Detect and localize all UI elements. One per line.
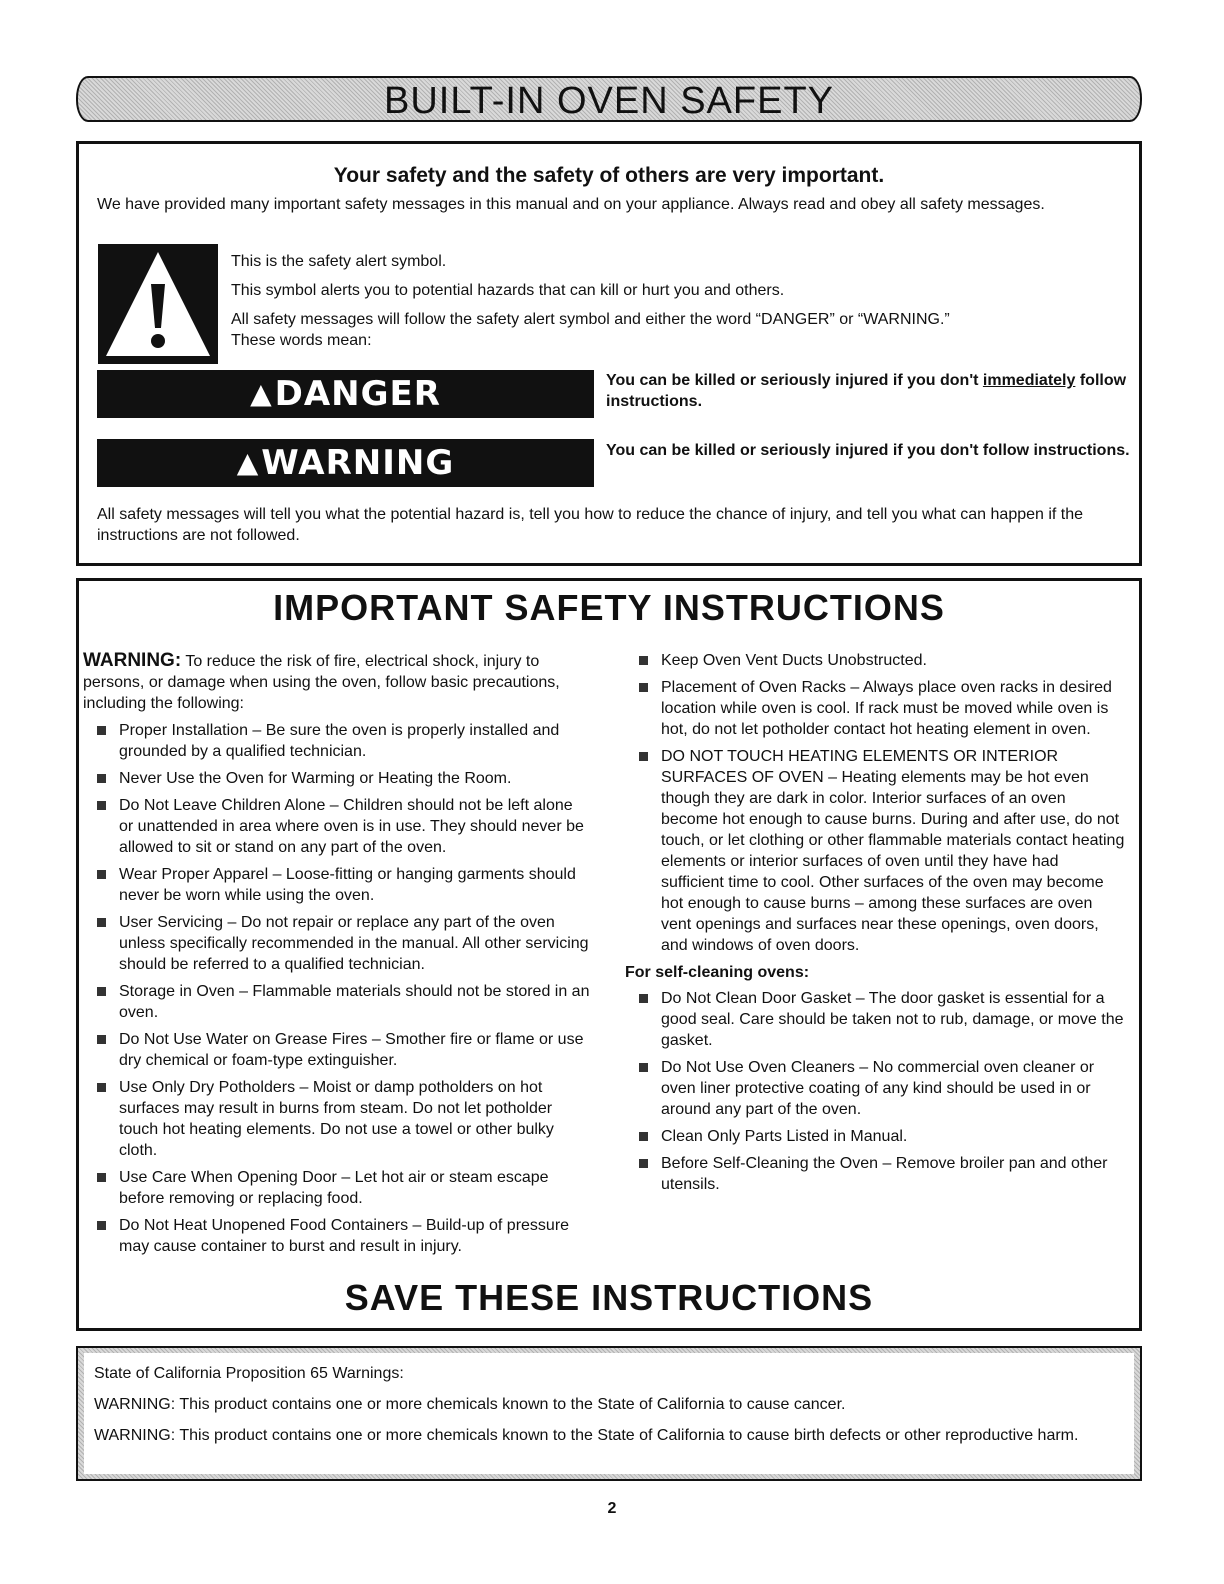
list-item [83,1167,591,1209]
list-item-text: DO NOT TOUCH HEATING ELEMENTS OR INTERIOR SURFACES OF OVEN – Heating elements may be hot even though they are dark in color. Interior surfaces of an oven become hot enough to cause burns. During and after use, do not touch, or let clothing or other flammable materials contact heating elements or interior surfaces of oven until they have had sufficient time to cool. Other surfaces of the oven may become hot enough to cause burns – among these surfaces are oven vent openings and surfaces near these openings, oven doors, and windows of oven doors. [661,748,1125,954]
bullet-icon [97,726,106,735]
instructions-right-column [625,650,1125,1201]
list-item-text: Use Care When Opening Door – Let hot air or steam escape before removing or replacing food. [119,1169,549,1207]
bullet-icon [639,994,648,1003]
list-item [83,1215,591,1257]
list-item [625,677,1125,740]
list-item-text: User Servicing – Do not repair or replace any part of the oven unless specifically recommended in the manual. All other servicing should be referred to a qualified technician. [119,914,589,973]
danger-text-before: You can be killed or seriously injured if you don't [606,372,983,389]
alert-line: This is the safety alert symbol. [231,253,447,270]
list-item-text: Wear Proper Apparel – Loose-fitting or hanging garments should never be worn while using the oven. [119,866,576,904]
list-item [83,1077,591,1161]
safety-alert-icon [98,244,218,364]
list-item [83,864,591,906]
list-item [625,1057,1125,1120]
list-item-text: Placement of Oven Racks – Always place oven racks in desired location while oven is cool. If rack must be moved while oven is hot, do not let potholder contact hot heating element in oven. [661,679,1112,738]
section-banner [76,76,1142,122]
warning-signal-word [97,439,594,487]
warning-text: You can be killed or seriously injured if you don't follow instructions. [606,442,1130,459]
bullet-icon [639,1159,648,1168]
safety-box [76,141,1142,566]
list-item [625,1126,1125,1147]
list-item [83,768,591,789]
list-item-text: Do Not Use Oven Cleaners – No commercial oven cleaner or oven liner protective coating of any kind should be used in or around any part of the oven. [661,1059,1095,1118]
bullet-icon [97,987,106,996]
bullet-icon [97,870,106,879]
bullet-icon [97,1035,106,1044]
page-number: 2 [607,1500,617,1517]
warning-intro [83,650,591,714]
list-item [83,912,591,975]
bullet-icon [97,801,106,810]
self-cleaning-heading: For self-cleaning ovens: [625,964,810,981]
list-item [83,720,591,762]
instructions-title: IMPORTANT SAFETY INSTRUCTIONS [273,587,945,628]
bullet-icon [97,1173,106,1182]
list-item-text: Storage in Oven – Flammable materials should not be stored in an oven. [119,983,590,1021]
list-item-text: Do Not Use Water on Grease Fires – Smother fire or flame or use dry chemical or foam-type extinguisher. [119,1031,584,1069]
list-item [625,746,1125,956]
bullet-icon [639,683,648,692]
left-bullet-list [83,720,591,1257]
save-instructions-title: SAVE THESE INSTRUCTIONS [344,1277,874,1318]
prop65-cancer-warning: WARNING: This product contains one or more chemicals known to the State of California to cause cancer. [94,1396,846,1413]
alert-line: This symbol alerts you to potential hazards that can kill or hurt you and others. [231,282,785,299]
prop65-heading: State of California Proposition 65 Warnings: [94,1365,404,1382]
list-item [625,1153,1125,1195]
bullet-icon [97,918,106,927]
alert-line: These words mean: [231,332,372,349]
prop65-birth-defects-warning: WARNING: This product contains one or more chemicals known to the State of California to cause birth defects or other reproductive harm. [94,1427,1079,1444]
list-item-text: Never Use the Oven for Warming or Heating the Room. [119,770,512,787]
list-item [625,988,1125,1051]
list-item-text: Keep Oven Vent Ducts Unobstructed. [661,652,927,669]
bullet-icon [97,1083,106,1092]
list-item-text: Do Not Clean Door Gasket – The door gasket is essential for a good seal. Care should be taken not to rub, damage, or move the gasket. [661,990,1124,1049]
warning-intro-text: To reduce the risk of fire, electrical shock, injury to persons, or damage when using the oven, follow basic precautions, including the following: [83,653,560,712]
bullet-icon [639,656,648,665]
safety-footer: All safety messages will tell you what the potential hazard is, tell you how to reduce the chance of injury, and tell you what can happen if the instructions are not followed. [97,506,1084,544]
prop65-box [76,1346,1142,1481]
warning-alert-icon: ▲ [236,446,260,479]
banner-title: BUILT-IN OVEN SAFETY [383,80,835,122]
safety-intro: We have provided many important safety messages in this manual and on your appliance. Always read and obey all safety messages. [97,196,1045,213]
list-item-text: Use Only Dry Potholders – Moist or damp potholders on hot surfaces may result in burns from steam. Do not let potholder touch hot heating elements. Do not use a towel or other bulky cloth. [119,1079,554,1159]
right-bullet-list [625,650,1125,956]
instructions-box [76,578,1142,1331]
list-item-text: Proper Installation – Be sure the oven is properly installed and grounded by a qualified technician. [119,722,560,760]
list-item [625,650,1125,671]
danger-label: DANGER [274,374,441,414]
list-item [83,795,591,858]
list-item-text: Before Self-Cleaning the Oven – Remove broiler pan and other utensils. [661,1155,1108,1193]
instructions-left-column [83,650,591,1263]
list-item-text: Do Not Heat Unopened Food Containers – Build-up of pressure may cause container to burst and result in injury. [119,1217,570,1255]
prop65-content [84,1353,1134,1474]
alert-line: All safety messages will follow the safety alert symbol and either the word “DANGER” or “WARNING.” [231,311,950,328]
danger-alert-icon: ▲ [250,377,273,410]
bullet-icon [97,774,106,783]
bullet-icon [97,1221,106,1230]
danger-signal-word [97,370,594,418]
bullet-icon [639,1063,648,1072]
bullet-icon [639,752,648,761]
danger-text-after: follow instructions. [606,372,1127,410]
self-cleaning-list [625,988,1125,1195]
bullet-icon [639,1132,648,1141]
list-item [83,981,591,1023]
warning-label: WARNING [261,443,455,483]
list-item-text: Clean Only Parts Listed in Manual. [661,1128,908,1145]
warning-intro-label: WARNING: [83,650,182,671]
list-item [83,1029,591,1071]
list-item-text: Do Not Leave Children Alone – Children should not be left alone or unattended in area where oven is in use. They should never be allowed to sit or stand on any part of the oven. [119,797,584,856]
safety-heading: Your safety and the safety of others are very important. [333,164,885,187]
danger-text [606,370,1136,412]
danger-text-underlined: immediately [982,372,1076,389]
